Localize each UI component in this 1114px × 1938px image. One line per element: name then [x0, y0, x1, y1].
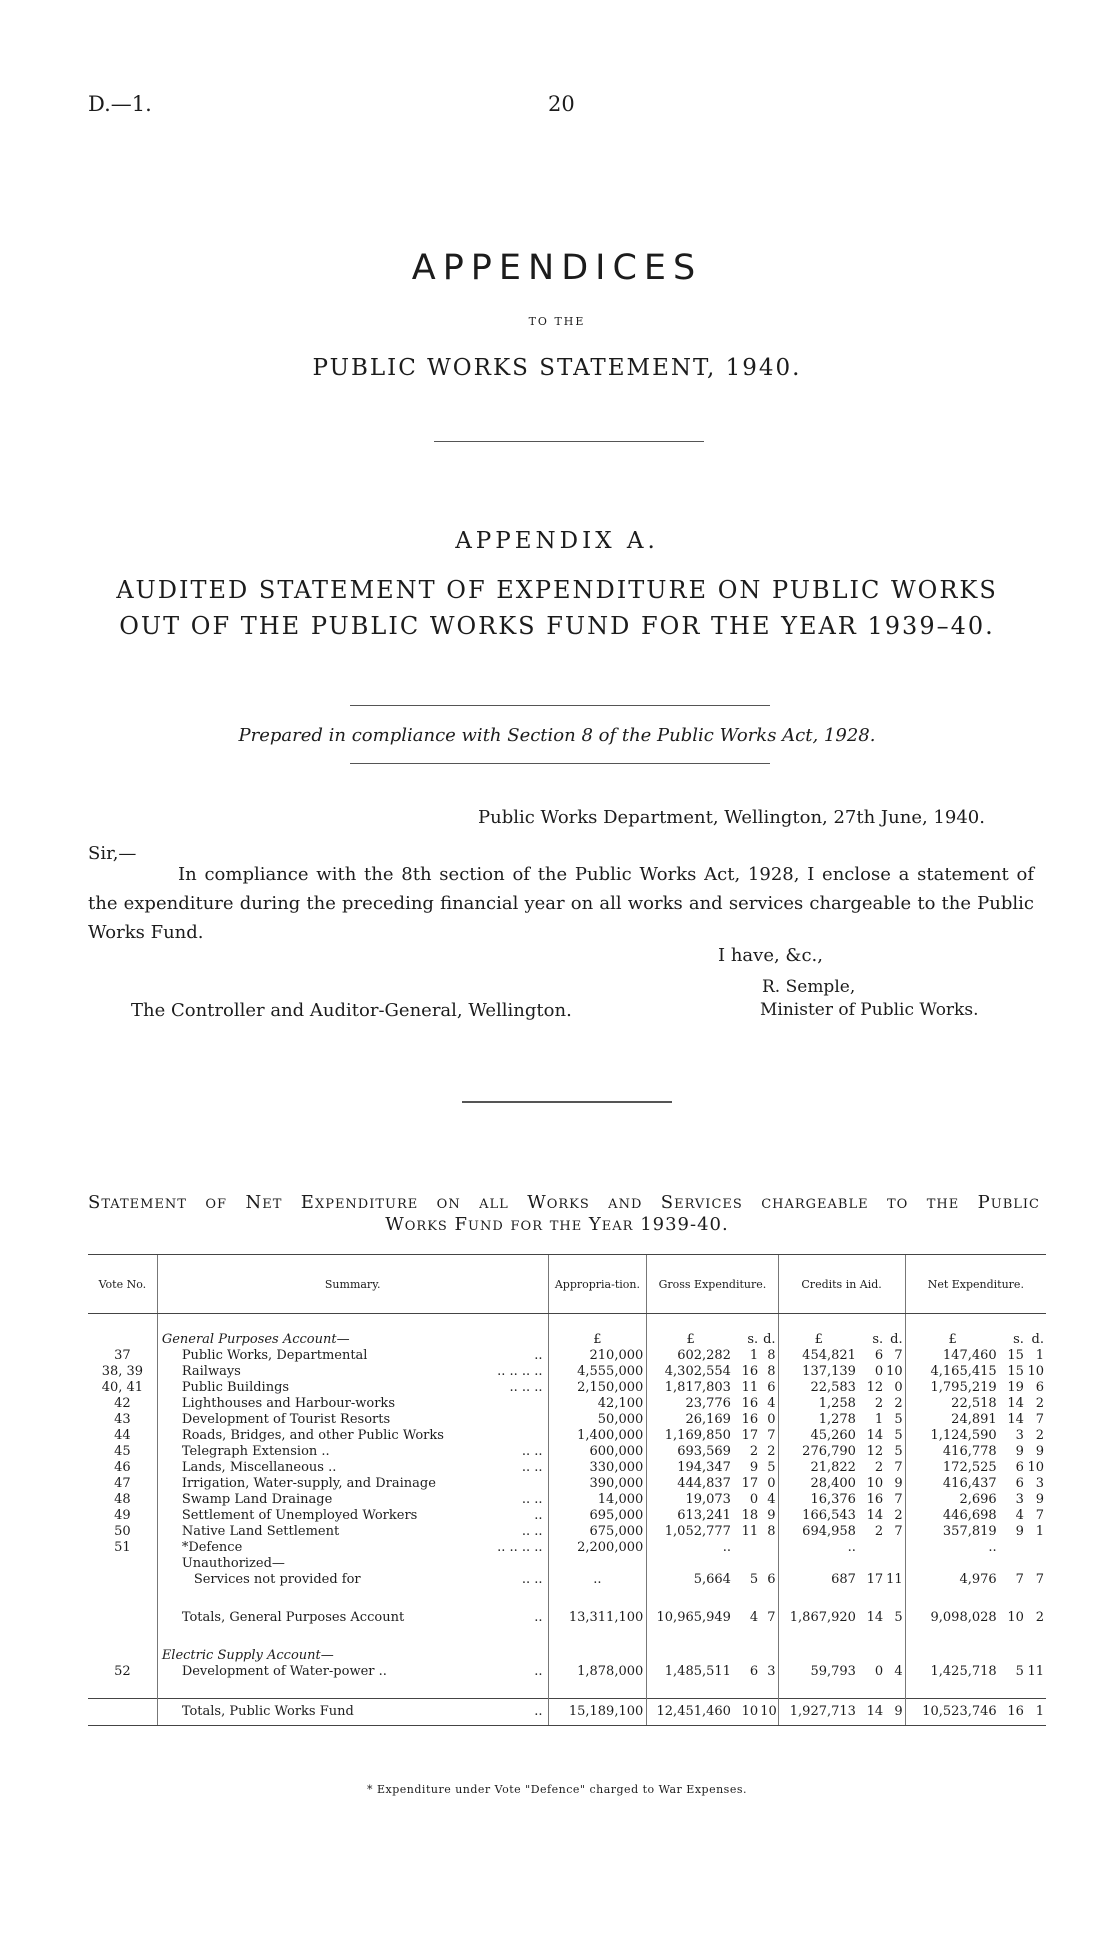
cell-gross-shillings: 2: [749, 1444, 759, 1459]
cell-net-pence: 3: [1035, 1476, 1044, 1491]
appendix-heading: APPENDIX A.: [455, 528, 659, 554]
cell-net-pence: 11: [1027, 1664, 1044, 1679]
table-row: [88, 1572, 1046, 1588]
cell-gross-shillings: 17: [741, 1428, 759, 1443]
cell-credits-shillings: 6: [874, 1348, 884, 1363]
cell-net-shillings: 15: [1007, 1364, 1024, 1379]
cell-credits-pence: 5: [894, 1444, 903, 1459]
cell-credits-shillings: 10: [866, 1476, 884, 1491]
cell-credits-shillings: [859, 1540, 885, 1556]
table-row: [88, 1412, 1046, 1428]
unit-shilling: s.: [1013, 1332, 1024, 1347]
cell-net-pence: 1: [1035, 1524, 1044, 1539]
cell-appropriation: 1,878,000: [548, 1664, 647, 1680]
col-header-gross: Gross Expenditure.: [647, 1255, 778, 1314]
cell-credits-pounds: 694,958: [778, 1524, 859, 1540]
expenditure-table: [88, 1254, 1046, 1726]
cell-vote: 40, 41: [101, 1380, 144, 1395]
cell-net-pence: 10: [1027, 1460, 1044, 1475]
cell-appropriation: 330,000: [548, 1460, 647, 1476]
cell-credits-pence: 5: [894, 1610, 903, 1625]
page-subtitle: PUBLIC WORKS STATEMENT, 1940.: [312, 355, 802, 381]
table-title-line2: Works Fund for the Year 1939-40.: [385, 1214, 729, 1235]
cell-net-shillings: 7: [1015, 1572, 1024, 1587]
cell-credits-pence: 11: [886, 1572, 903, 1587]
divider-rule: [350, 763, 770, 764]
totals-general-label: Totals, General Purposes Account: [181, 1610, 405, 1625]
cell-gross-pence: 9: [767, 1508, 776, 1523]
cell-gross-pounds: 1,169,850: [647, 1428, 734, 1444]
cell-gross-pounds: ..: [647, 1540, 734, 1556]
section-row: [88, 1332, 1046, 1348]
cell-vote: 45: [114, 1444, 131, 1459]
col-header-credits: Credits in Aid.: [778, 1255, 905, 1314]
cell-credits-pounds: 45,260: [778, 1428, 859, 1444]
leader-dots: ..: [534, 1704, 543, 1719]
cell-vote: 37: [114, 1348, 131, 1363]
cell-net-pence: 10: [1027, 1364, 1044, 1379]
cell-net-pounds: 24,891: [905, 1412, 1000, 1428]
cell-credits-pounds: 1,278: [778, 1412, 859, 1428]
cell-gross-pounds: 444,837: [647, 1476, 734, 1492]
cell-net-pounds: 1,795,219: [905, 1380, 1000, 1396]
cell-net-shillings: 5: [1015, 1664, 1024, 1679]
cell-credits-pounds: 137,139: [778, 1364, 859, 1380]
cell-gross-pence: 8: [767, 1364, 776, 1379]
cell-net-pence: 2: [1035, 1396, 1044, 1411]
cell-vote: 47: [114, 1476, 131, 1491]
cell-gross-pounds: 26,169: [647, 1412, 734, 1428]
cell-gross-shillings: 16: [741, 1364, 759, 1379]
cell-gross-shillings: 11: [741, 1524, 759, 1539]
letter-dateline: Public Works Department, Wellington, 27th June, 1940.: [478, 807, 985, 828]
cell-net-pounds: 4,165,415: [905, 1364, 1000, 1380]
cell-credits-pounds: 1,867,920: [778, 1606, 859, 1630]
cell-net-pence: 1: [1035, 1348, 1044, 1363]
cell-credits-pence: 7: [894, 1460, 903, 1475]
cell-vote: 43: [114, 1412, 131, 1427]
cell-gross-shillings: [734, 1540, 760, 1556]
row-summary: Settlement of Unemployed Workers: [181, 1508, 418, 1523]
col-header-summary: Summary.: [157, 1255, 548, 1314]
unit-pound: £: [647, 1332, 734, 1348]
totals-fund-row: [88, 1699, 1046, 1726]
unit-shilling: s.: [872, 1332, 884, 1347]
unit-pound: £: [905, 1332, 1000, 1348]
cell-credits-shillings: 14: [866, 1428, 884, 1443]
cell-net-shillings: 9: [1015, 1524, 1024, 1539]
cell-net-pence: 9: [1035, 1444, 1044, 1459]
unit-pound: £: [778, 1332, 859, 1348]
cell-gross-pence: 6: [767, 1380, 776, 1395]
cell-vote: 48: [114, 1492, 131, 1507]
table-row: [88, 1364, 1046, 1380]
cell-gross-shillings: 10: [734, 1699, 760, 1726]
cell-credits-shillings: 12: [866, 1380, 884, 1395]
cell-net-shillings: 3: [1015, 1428, 1024, 1443]
cell-credits-shillings: 2: [874, 1396, 884, 1411]
cell-credits-pounds: 454,821: [778, 1348, 859, 1364]
row-summary: Native Land Settlement: [181, 1524, 340, 1539]
cell-credits-pounds: 59,793: [778, 1664, 859, 1680]
cell-credits-pounds: 28,400: [778, 1476, 859, 1492]
leader-dots: .. .. ..: [509, 1380, 543, 1395]
cell-gross-pence: 4: [767, 1492, 776, 1507]
cell-vote: 50: [114, 1524, 131, 1539]
cell-gross-pence: 2: [767, 1444, 776, 1459]
cell-appropriation: 2,200,000: [548, 1540, 647, 1556]
spacer-row: [88, 1314, 1046, 1333]
row-summary: Public Buildings: [181, 1380, 290, 1395]
table-row: [88, 1348, 1046, 1364]
cell-credits-pence: 7: [894, 1348, 903, 1363]
table-row: [88, 1428, 1046, 1444]
row-summary: Development of Tourist Resorts: [181, 1412, 391, 1427]
cell-vote: 51: [114, 1540, 131, 1555]
cell-gross-pounds: 1,485,511: [647, 1664, 734, 1680]
cell-net-pounds: 9,098,028: [905, 1606, 1000, 1630]
cell-credits-pounds: 1,927,713: [778, 1699, 859, 1726]
cell-credits-pence: 10: [886, 1364, 903, 1379]
cell-net-shillings: 19: [1007, 1380, 1024, 1395]
cell-net-shillings: 14: [1007, 1412, 1024, 1427]
row-summary: Public Works, Departmental: [181, 1348, 368, 1363]
cell-net-shillings: 16: [1000, 1699, 1026, 1726]
cell-vote: 38, 39: [101, 1364, 144, 1379]
cell-gross-pounds: 4,302,554: [647, 1364, 734, 1380]
title-connector: TO THE: [528, 315, 586, 328]
cell-credits-pounds: 166,543: [778, 1508, 859, 1524]
table-row: [88, 1380, 1046, 1396]
cell-net-pounds: 416,437: [905, 1476, 1000, 1492]
table-row: [88, 1476, 1046, 1492]
cell-gross-pounds: 693,569: [647, 1444, 734, 1460]
cell-net-pounds: 147,460: [905, 1348, 1000, 1364]
cell-appropriation: 42,100: [548, 1396, 647, 1412]
cell-gross-pounds: 602,282: [647, 1348, 734, 1364]
spacer-row: [88, 1630, 1046, 1648]
cell-net-pence: [1026, 1540, 1046, 1556]
cell-credits-shillings: 0: [874, 1664, 884, 1679]
row-summary: Railways: [181, 1364, 241, 1379]
cell-credits-pounds: 687: [778, 1572, 859, 1588]
cell-net-shillings: 14: [1007, 1396, 1024, 1411]
cell-net-pounds: 22,518: [905, 1396, 1000, 1412]
cell-vote: 42: [114, 1396, 131, 1411]
statement-heading-line1: AUDITED STATEMENT OF EXPENDITURE ON PUBLIC WORKS: [116, 576, 998, 604]
cell-net-shillings: 3: [1015, 1492, 1024, 1507]
table-row: [88, 1540, 1046, 1556]
cell-credits-shillings: 0: [874, 1364, 884, 1379]
totals-general-row: [88, 1606, 1046, 1630]
leader-dots: .. ..: [521, 1492, 543, 1507]
leader-dots: ..: [534, 1610, 543, 1625]
cell-credits-pounds: 16,376: [778, 1492, 859, 1508]
page-title: APPENDICES: [411, 248, 703, 288]
cell-gross-pounds: 194,347: [647, 1460, 734, 1476]
cell-gross-pounds: 19,073: [647, 1492, 734, 1508]
cell-appropriation: 13,311,100: [548, 1606, 647, 1630]
spacer-row: [88, 1680, 1046, 1699]
section-electric-label: Electric Supply Account—: [157, 1648, 548, 1664]
cell-credits-pence: 5: [894, 1412, 903, 1427]
cell-appropriation: 1,400,000: [548, 1428, 647, 1444]
cell-appropriation: ..: [548, 1572, 647, 1588]
section-general-label: General Purposes Account—: [157, 1332, 548, 1348]
cell-credits-pence: 7: [894, 1524, 903, 1539]
cell-gross-pounds: 613,241: [647, 1508, 734, 1524]
row-summary: *Defence: [181, 1540, 243, 1555]
table-row: [88, 1524, 1046, 1540]
leader-dots: .. .. .. ..: [497, 1540, 543, 1555]
cell-net-pence: 7: [1035, 1412, 1044, 1427]
cell-net-shillings: 4: [1015, 1508, 1024, 1523]
cell-credits-shillings: 2: [874, 1524, 884, 1539]
cell-appropriation: 2,150,000: [548, 1380, 647, 1396]
cell-net-pounds: 357,819: [905, 1524, 1000, 1540]
statement-heading-line2: OUT OF THE PUBLIC WORKS FUND FOR THE YEAR 1939–40.: [119, 612, 995, 640]
cell-gross-pence: 10: [760, 1699, 778, 1726]
cell-net-pence: 1: [1026, 1699, 1046, 1726]
cell-gross-pence: 8: [767, 1348, 776, 1363]
cell-gross-shillings: 9: [749, 1460, 759, 1475]
leader-dots: ..: [534, 1508, 543, 1523]
cell-appropriation: 210,000: [548, 1348, 647, 1364]
cell-gross-pence: 3: [767, 1664, 776, 1679]
cell-appropriation: 15,189,100: [548, 1699, 647, 1726]
cell-credits-pence: [885, 1540, 905, 1556]
cell-gross-pounds: 23,776: [647, 1396, 734, 1412]
cell-gross-shillings: 4: [749, 1610, 759, 1625]
page-number: 20: [548, 92, 575, 116]
cell-appropriation: 390,000: [548, 1476, 647, 1492]
cell-credits-shillings: 12: [866, 1444, 884, 1459]
spacer-row: [88, 1588, 1046, 1606]
cell-appropriation: 600,000: [548, 1444, 647, 1460]
cell-credits-pence: 2: [894, 1396, 903, 1411]
cell-vote: 52: [114, 1664, 131, 1679]
row-summary: Development of Water-power ..: [181, 1664, 387, 1679]
cell-gross-shillings: 16: [741, 1396, 759, 1411]
divider-rule: [462, 1101, 672, 1103]
cell-credits-pence: 9: [885, 1699, 905, 1726]
cell-credits-shillings: 2: [874, 1460, 884, 1475]
unit-pound: £: [548, 1332, 647, 1348]
cell-credits-pence: 5: [894, 1428, 903, 1443]
cell-appropriation: 50,000: [548, 1412, 647, 1428]
cell-net-pounds: 172,525: [905, 1460, 1000, 1476]
letter-body: In compliance with the 8th section of the Public Works Act, 1928, I enclose a statement of the expenditure during the preceding financial year on all works and services chargeable to the Public Works Fund.: [88, 864, 1034, 943]
signature-title: Minister of Public Works.: [760, 1000, 979, 1020]
letter-closing: I have, &c.,: [718, 945, 823, 966]
cell-net-pence: 7: [1035, 1508, 1044, 1523]
cell-credits-pence: 2: [894, 1508, 903, 1523]
divider-rule: [434, 441, 704, 442]
cell-appropriation: 675,000: [548, 1524, 647, 1540]
row-summary: Lighthouses and Harbour-works: [181, 1396, 395, 1411]
cell-gross-pence: 7: [767, 1610, 776, 1625]
totals-fund-label: Totals, Public Works Fund: [181, 1704, 354, 1719]
cell-net-shillings: 10: [1007, 1610, 1024, 1625]
unauthorized-label: Unauthorized—: [157, 1556, 548, 1572]
cell-gross-shillings: 11: [741, 1380, 759, 1395]
document-reference: D.—1.: [88, 92, 152, 116]
letter-salutation: Sir,—: [88, 843, 137, 864]
cell-gross-shillings: 5: [749, 1572, 759, 1587]
cell-net-shillings: 6: [1015, 1476, 1024, 1491]
table-row: [88, 1664, 1046, 1680]
cell-credits-shillings: 14: [866, 1610, 884, 1625]
cell-net-shillings: 6: [1015, 1460, 1024, 1475]
table-row: [88, 1444, 1046, 1460]
cell-gross-pounds: 1,817,803: [647, 1380, 734, 1396]
cell-gross-shillings: 6: [749, 1664, 759, 1679]
cell-net-pounds: 10,523,746: [905, 1699, 1000, 1726]
table-header-row: [88, 1255, 1046, 1314]
unit-pence: d.: [1031, 1332, 1044, 1347]
cell-gross-pence: 0: [767, 1412, 776, 1427]
cell-credits-pounds: 21,822: [778, 1460, 859, 1476]
cell-gross-shillings: 0: [749, 1492, 759, 1507]
cell-appropriation: 4,555,000: [548, 1364, 647, 1380]
leader-dots: .. ..: [521, 1572, 543, 1587]
cell-net-pence: 6: [1035, 1380, 1044, 1395]
unit-pence: d.: [763, 1332, 776, 1347]
cell-net-pounds: 446,698: [905, 1508, 1000, 1524]
cell-credits-shillings: 17: [866, 1572, 884, 1587]
cell-net-pence: 7: [1035, 1572, 1044, 1587]
cell-gross-pence: 0: [767, 1476, 776, 1491]
cell-credits-shillings: 1: [874, 1412, 884, 1427]
cell-gross-pence: [760, 1540, 778, 1556]
cell-net-pounds: 1,124,590: [905, 1428, 1000, 1444]
cell-gross-shillings: 1: [749, 1348, 759, 1363]
leader-dots: ..: [534, 1348, 543, 1363]
cell-net-pounds: ..: [905, 1540, 1000, 1556]
cell-net-pence: 2: [1035, 1428, 1044, 1443]
cell-credits-pounds: 1,258: [778, 1396, 859, 1412]
cell-credits-pounds: ..: [778, 1540, 859, 1556]
unauthorized-label-row: [88, 1556, 1046, 1572]
cell-credits-pence: 4: [894, 1664, 903, 1679]
cell-appropriation: 14,000: [548, 1492, 647, 1508]
section-row: [88, 1648, 1046, 1664]
cell-net-pounds: 416,778: [905, 1444, 1000, 1460]
cell-credits-shillings: 14: [859, 1699, 885, 1726]
cell-gross-pence: 5: [767, 1460, 776, 1475]
col-header-appropriation: Appropria-tion.: [548, 1255, 647, 1314]
cell-gross-pence: 6: [767, 1572, 776, 1587]
col-header-vote: Vote No.: [88, 1255, 157, 1314]
footnote: * Expenditure under Vote "Defence" charged to War Expenses.: [367, 1783, 747, 1796]
row-summary: Services not provided for: [193, 1572, 361, 1587]
cell-gross-shillings: 17: [741, 1476, 759, 1491]
row-summary: Swamp Land Drainage: [181, 1492, 333, 1507]
cell-gross-pounds: 12,451,460: [647, 1699, 734, 1726]
cell-credits-pounds: 22,583: [778, 1380, 859, 1396]
cell-gross-shillings: 18: [741, 1508, 759, 1523]
row-summary: Telegraph Extension ..: [181, 1444, 330, 1459]
cell-net-pounds: 4,976: [905, 1572, 1000, 1588]
cell-vote: 49: [114, 1508, 131, 1523]
vote-rows: [88, 1348, 1046, 1556]
letter-signature: R. Semple,: [762, 977, 856, 997]
cell-net-shillings: 9: [1015, 1444, 1024, 1459]
table-title-line1: Statement of Net Expenditure on all Works and Services chargeable to the Public: [88, 1192, 1040, 1213]
cell-gross-pounds: 1,052,777: [647, 1524, 734, 1540]
cell-gross-shillings: 16: [741, 1412, 759, 1427]
table-row: [88, 1492, 1046, 1508]
cell-gross-pence: 4: [767, 1396, 776, 1411]
cell-net-shillings: [1000, 1540, 1026, 1556]
row-summary: Irrigation, Water-supply, and Drainage: [181, 1476, 436, 1491]
unit-shilling: s.: [747, 1332, 759, 1347]
cell-gross-pence: 7: [767, 1428, 776, 1443]
leader-dots: .. .. .. ..: [497, 1364, 543, 1379]
cell-net-pounds: 2,696: [905, 1492, 1000, 1508]
cell-gross-pounds: 5,664: [647, 1572, 734, 1588]
leader-dots: ..: [534, 1664, 543, 1679]
cell-net-shillings: 15: [1007, 1348, 1024, 1363]
unit-pence: d.: [890, 1332, 903, 1347]
cell-credits-pence: 9: [894, 1476, 903, 1491]
divider-rule: [350, 705, 770, 706]
col-header-net: Net Expenditure.: [905, 1255, 1046, 1314]
cell-credits-shillings: 16: [866, 1492, 884, 1507]
cell-gross-pence: 8: [767, 1524, 776, 1539]
cell-credits-pounds: 276,790: [778, 1444, 859, 1460]
cell-credits-shillings: 14: [866, 1508, 884, 1523]
cell-net-pence: 2: [1035, 1610, 1044, 1625]
row-summary: Roads, Bridges, and other Public Works: [181, 1428, 444, 1443]
cell-credits-pence: 0: [894, 1380, 903, 1395]
row-summary: Lands, Miscellaneous ..: [181, 1460, 337, 1475]
cell-credits-pence: 7: [894, 1492, 903, 1507]
leader-dots: .. ..: [521, 1524, 543, 1539]
letter-addressee: The Controller and Auditor-General, Wellington.: [131, 1000, 572, 1021]
cell-gross-pounds: 10,965,949: [647, 1606, 734, 1630]
cell-net-pounds: 1,425,718: [905, 1664, 1000, 1680]
leader-dots: .. ..: [521, 1460, 543, 1475]
table-row: [88, 1508, 1046, 1524]
cell-net-pence: 9: [1035, 1492, 1044, 1507]
cell-vote: 44: [114, 1428, 131, 1443]
cell-appropriation: 695,000: [548, 1508, 647, 1524]
table-row: [88, 1460, 1046, 1476]
prepared-note: Prepared in compliance with Section 8 of the Public Works Act, 1928.: [238, 725, 876, 746]
leader-dots: .. ..: [521, 1444, 543, 1459]
cell-vote: 46: [114, 1460, 131, 1475]
table-row: [88, 1396, 1046, 1412]
